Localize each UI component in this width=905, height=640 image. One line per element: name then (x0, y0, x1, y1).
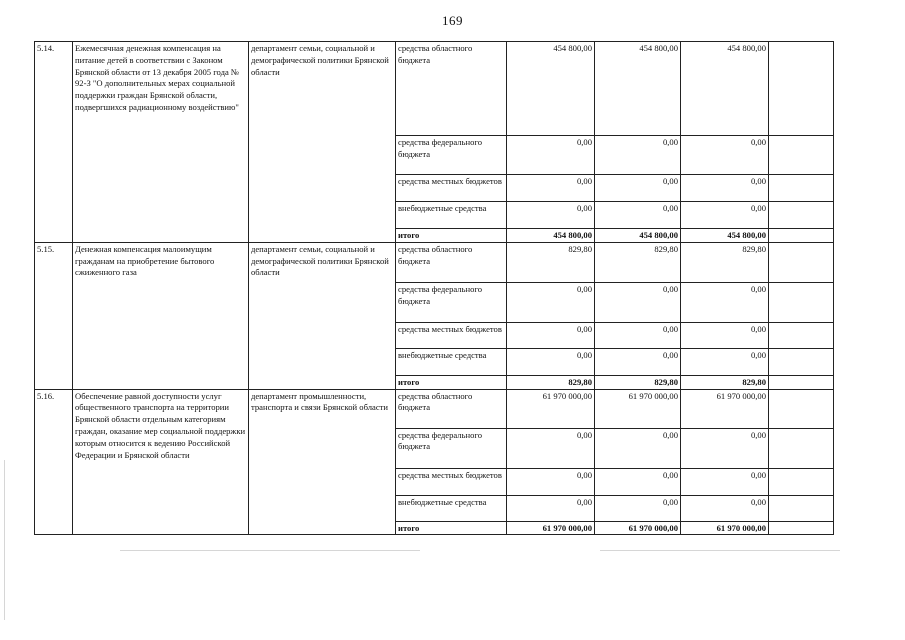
value-year-1: 0,00 (507, 428, 595, 468)
source-name: итого (396, 375, 507, 389)
source-name: итого (396, 521, 507, 535)
empty-cell (769, 42, 834, 136)
value-year-3: 0,00 (681, 136, 769, 175)
value-year-1: 829,80 (507, 242, 595, 282)
total-year-3: 454 800,00 (681, 229, 769, 243)
page-number: 169 (442, 13, 463, 28)
value-year-1: 0,00 (507, 495, 595, 521)
source-name: внебюджетные средства (396, 348, 507, 375)
total-year-1: 61 970 000,00 (507, 521, 595, 535)
value-year-1: 0,00 (507, 282, 595, 322)
item-number: 5.15. (35, 242, 73, 389)
item-title: Обеспечение равной доступности услуг общественного транспорта на территории Брянской области отдельным категориям граждан, оказание мер социальной поддержки которым относится к ведению Российской Федерации и Брянской области (73, 389, 249, 535)
value-year-2: 0,00 (595, 495, 681, 521)
item-number: 5.16. (35, 389, 73, 535)
source-name: средства местных бюджетов (396, 468, 507, 495)
source-name: итого (396, 229, 507, 243)
source-name: средства областного бюджета (396, 242, 507, 282)
value-year-3: 0,00 (681, 468, 769, 495)
value-year-2: 0,00 (595, 428, 681, 468)
value-year-3: 0,00 (681, 495, 769, 521)
value-year-1: 0,00 (507, 175, 595, 202)
value-year-3: 0,00 (681, 428, 769, 468)
empty-cell (769, 495, 834, 521)
total-year-3: 61 970 000,00 (681, 521, 769, 535)
budget-table (34, 41, 834, 535)
empty-cell (769, 468, 834, 495)
source-name: средства областного бюджета (396, 389, 507, 428)
source-name: внебюджетные средства (396, 495, 507, 521)
value-year-1: 454 800,00 (507, 42, 595, 136)
value-year-2: 829,80 (595, 242, 681, 282)
value-year-3: 829,80 (681, 242, 769, 282)
empty-cell (769, 521, 834, 535)
total-year-3: 829,80 (681, 375, 769, 389)
value-year-3: 0,00 (681, 175, 769, 202)
empty-cell (769, 375, 834, 389)
empty-cell (769, 348, 834, 375)
value-year-3: 61 970 000,00 (681, 389, 769, 428)
item-title: Денежная компенсация малоимущим гражданам на приобретение бытового сжиженного газа (73, 242, 249, 389)
value-year-2: 454 800,00 (595, 42, 681, 136)
empty-cell (769, 202, 834, 229)
value-year-1: 0,00 (507, 468, 595, 495)
table-row (35, 389, 834, 428)
source-name: средства местных бюджетов (396, 322, 507, 348)
value-year-1: 61 970 000,00 (507, 389, 595, 428)
scan-artifact (4, 460, 5, 620)
value-year-1: 0,00 (507, 322, 595, 348)
value-year-2: 0,00 (595, 348, 681, 375)
source-name: средства федерального бюджета (396, 282, 507, 322)
empty-cell (769, 242, 834, 282)
value-year-3: 0,00 (681, 282, 769, 322)
source-name: средства федерального бюджета (396, 136, 507, 175)
value-year-1: 0,00 (507, 202, 595, 229)
value-year-3: 0,00 (681, 202, 769, 229)
value-year-2: 0,00 (595, 175, 681, 202)
empty-cell (769, 282, 834, 322)
empty-cell (769, 322, 834, 348)
empty-cell (769, 428, 834, 468)
total-year-1: 454 800,00 (507, 229, 595, 243)
item-executor: департамент промышленности, транспорта и связи Брянской области (249, 389, 396, 535)
empty-cell (769, 229, 834, 243)
value-year-1: 0,00 (507, 136, 595, 175)
total-year-2: 454 800,00 (595, 229, 681, 243)
empty-cell (769, 175, 834, 202)
table-row (35, 42, 834, 136)
value-year-2: 0,00 (595, 202, 681, 229)
value-year-2: 0,00 (595, 322, 681, 348)
empty-cell (769, 136, 834, 175)
total-year-2: 829,80 (595, 375, 681, 389)
empty-cell (769, 389, 834, 428)
item-title: Ежемесячная денежная компенсация на питание детей в соответствии с Законом Брянской области от 13 декабря 2005 года № 92-З "О дополнительных мерах социальной поддержки граждан Брянской области, подвергшихся радиационному воздействию" (73, 42, 249, 243)
value-year-2: 0,00 (595, 136, 681, 175)
item-number: 5.14. (35, 42, 73, 243)
value-year-2: 0,00 (595, 282, 681, 322)
item-executor: департамент семьи, социальной и демографической политики Брянской области (249, 42, 396, 243)
source-name: средства областного бюджета (396, 42, 507, 136)
total-year-2: 61 970 000,00 (595, 521, 681, 535)
value-year-3: 0,00 (681, 322, 769, 348)
value-year-3: 0,00 (681, 348, 769, 375)
value-year-2: 61 970 000,00 (595, 389, 681, 428)
value-year-1: 0,00 (507, 348, 595, 375)
source-name: внебюджетные средства (396, 202, 507, 229)
source-name: средства федерального бюджета (396, 428, 507, 468)
table-row (35, 242, 834, 282)
total-year-1: 829,80 (507, 375, 595, 389)
value-year-2: 0,00 (595, 468, 681, 495)
value-year-3: 454 800,00 (681, 42, 769, 136)
item-executor: департамент семьи, социальной и демографической политики Брянской области (249, 242, 396, 389)
source-name: средства местных бюджетов (396, 175, 507, 202)
scan-artifact (120, 550, 420, 551)
scan-artifact (600, 550, 840, 551)
